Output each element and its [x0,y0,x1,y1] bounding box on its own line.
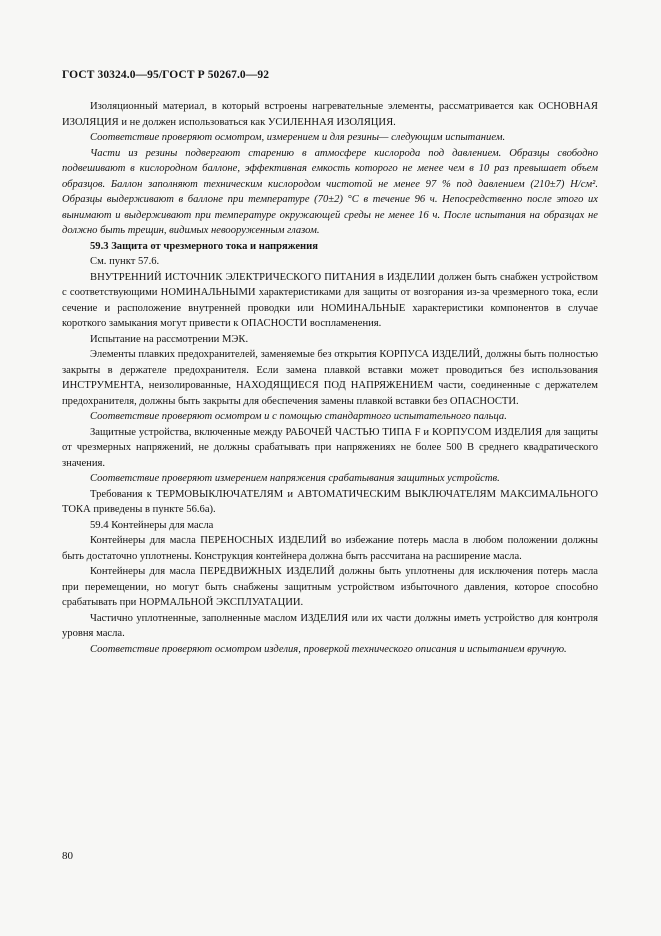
paragraph: Контейнеры для масла ПЕРЕДВИЖНЫХ ИЗДЕЛИЙ должны быть уплотнены для исключения потерь масла при перемещении, но могут быть снабжены защитным устройством избыточного давления, которое способно срабатывать при НОРМАЛЬНОЙ ЭКСПЛУАТАЦИИ. [62,566,598,608]
paragraph: ВНУТРЕННИЙ ИСТОЧНИК ЭЛЕКТРИЧЕСКОГО ПИТАНИЯ в ИЗДЕЛИИ должен быть снабжен устройством с соответствующими НОМИНАЛЬНЫМИ характеристиками для защиты от возгорания из-за чрезмерного тока, если сечение и расположение внутренней проводки или НОМИНАЛЬНЫЕ характеристики компонентов в случае короткого замыкания могут привести к ОПАСНОСТИ воспламенения. [62,271,598,329]
section-heading: 59.3 Защита от чрезмерного тока и напряжения [90,240,318,252]
document-header: ГОСТ 30324.0—95/ГОСТ Р 50267.0—92 [62,69,270,81]
page-number: 80 [62,850,73,862]
paragraph: Контейнеры для масла ПЕРЕНОСНЫХ ИЗДЕЛИЙ во избежание потерь масла в любом положении должны быть достаточно уплотнены. Конструкция контейнера должна быть рассчитана на расширение масла. [62,535,598,562]
paragraph: Испытание на рассмотрении МЭК. [90,333,249,345]
paragraph: Частично уплотненные, заполненные маслом ИЗДЕЛИЯ или их части должны иметь устройство для контроля уровня масла. [62,612,598,639]
paragraph-compliance: Соответствие проверяют осмотром, измерением и для резины— следующим испытанием. [90,132,506,143]
document-body [62,99,598,657]
section-heading: 59.4 Контейнеры для масла [90,519,214,531]
paragraph-compliance: Соответствие проверяют осмотром и с помощью стандартного испытательного пальца. [90,411,507,422]
paragraph: Изоляционный материал, в который встроены нагревательные элементы, рассматривается как ОСНОВНАЯ ИЗОЛЯЦИЯ и не должен использоваться как УСИЛЕННАЯ ИЗОЛЯЦИЯ. [62,101,598,128]
paragraph-compliance: Соответствие проверяют осмотром изделия, проверкой технического описания и испытанием вручную. [90,643,567,655]
paragraph-compliance: Соответствие проверяют измерением напряжения срабатывания защитных устройств. [90,473,500,484]
paragraph: Элементы плавких предохранителей, заменяемые без открытия КОРПУСА ИЗДЕЛИЙ, должны быть полностью закрыты в держателе предохранителя. Если замена плавкой вставки может проводиться без использования ИНСТРУМЕНТА, неизолированные, НАХОДЯЩИЕСЯ ПОД НАПРЯЖЕНИЕМ части, соединенные с держателем предохранителя, должны быть закрыты для обеспечения замены плавкой вставки без ОПАСНОСТИ. [62,349,599,407]
paragraph: См. пункт 57.6. [90,256,160,267]
paragraph: Защитные устройства, включенные между РАБОЧЕЙ ЧАСТЬЮ ТИПА F и КОРПУСОМ ИЗДЕЛИЯ для защиты от чрезмерных напряжений, не должны срабатывать при напряжениях не более 500 В среднего квадратического значения. [62,426,598,469]
paragraph-test-procedure: Части из резины подвергают старению в атмосфере кислорода под давлением. Образцы свободно подвешивают в кислородном баллоне, эффективная емкость которого не менее чем в 10 раз превышает объем образцов. Баллон заполняют техническим кислородом чистотой не менее 97 % под давлением (210±7) Н/см². Образцы выдерживают в баллоне при температуре (70±2) °С в течение 96 ч. Непосредственно после этого их вынимают и выдерживают при температуре окружающей среды не менее 16 ч. После испытания на образцах не должно быть трещин, видимых невооруженным глазом. [62,147,598,236]
paragraph: Требования к ТЕРМОВЫКЛЮЧАТЕЛЯМ и АВТОМАТИЧЕСКИМ ВЫКЛЮЧАТЕЛЯМ МАКСИМАЛЬНОГО ТОКА приведены в пункте 56.6а). [62,488,598,515]
